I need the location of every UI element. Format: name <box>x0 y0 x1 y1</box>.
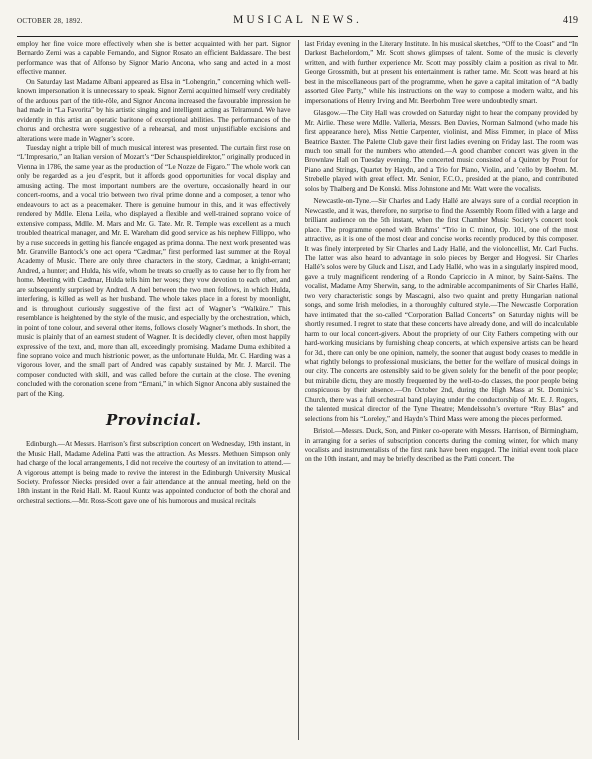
paragraph: Edinburgh.—At Messrs. Harrison’s first subscription concert on Wednesday, 19th instant, in the Music Hall, Madame Adelina Patti was the attraction. As Messrs. Methuen Simpson only had charge of the local arrangements, I did not receive the courtesy of an invitation to attend.—A vigorous attempt is being made to revive the interest in the Edinburgh University Musical Society. Professor Niecks presided over a fair attendance at the annual meeting, held on the 18th instant in the Reid Hall. M. Raoul Kuntz was appointed conductor of both the choral and orchestral sections.—Mr. Ross-Scott gave one of his humorous and musical recitals <box>17 440 291 505</box>
issue-date: OCTOBER 28, 1892. <box>17 17 83 25</box>
masthead <box>17 14 578 34</box>
section-heading-text: Provincial. <box>106 411 202 430</box>
paragraph: Bristol.—Messrs. Duck, Son, and Pinker co-operate with Messrs. Harrison, of Birmingham, in arranging for a series of subscription concerts during the coming winter, for which many vocalists and instrumentalists of the first rank have been engaged. The initial event took place on the 10th instant, and may be briefly described as the Patti concert. The <box>304 427 578 464</box>
paragraph: On Saturday last Madame Albani appeared as Elsa in “Lohengrin,” concerning which well-known impersonation it is unnecessary to speak. Signor Zerni acquitted himself very creditably of the arduous part of the title-rôle, and Signor Ancona increased the favourable impression he had made in “La Favorita” by his artistic singing and intelligent acting as Telramund. We have evidently in this artist an operatic baritone of exceptional abilities. The performances of the chorus and orchestra were suggestive of a rehearsal, and most unjustifiable excisions and alterations were made in Wagner’s score. <box>17 77 291 143</box>
paragraph: last Friday evening in the Literary Institute. In his musical sketches, “Off to the Coast” and “In Darkest Bachelordom,” Mr. Scott shows glimpses of talent. Some of the music is cleverly written, and with further experience Mr. Scott may possibly claim a position as rival to Mr. George Grossmith, but at present his entertainment is rather tame. Mr. Scott was heard at his best in the miscellaneous part of the programme, when he gave a capital imitation of “A badly assorted Glee Party,” while his instructions on the way to compose a modern waltz, and his impersonations of Henry Irving and Mr. Beerbohm Tree were undoubtedly smart. <box>304 40 578 105</box>
page-number: 419 <box>563 15 578 26</box>
header-rule <box>17 36 578 37</box>
right-column <box>305 40 579 740</box>
section-heading <box>17 411 291 430</box>
paragraph: Glasgow.—The City Hall was crowded on Saturday night to hear the company provided by Mr. Airlie. These were Mdlle. Valleria, Messrs. Ben Davies, Norman Salmond (who made his first appearance here), Miss Nettie Carpenter, violinist, and Miss Fimmer, in place of Miss Beatrice Baxter. The Palette Club gave their first ladies evening on Friday last. The room was much too small for the numbers who attended.—A good chamber concert was given in the Brownlaw Hall on Tuesday evening. The concerted music consisted of a Quintet by Prout for Piano and Strings, Quartet by Haydn, and a Trio for Piano, Violin, and ’cello by Boehm. M. Strebelle played with great effect. Mr. Senior, F.C.O., presided at the piano, and contributed solos by Thalberg and De Konski. Miss Johnstone and Mr. Watt were the vocalists. <box>304 109 578 193</box>
paragraph: Newcastle-on-Tyne.—Sir Charles and Lady Hallé are always sure of a cordial reception in Newcastle, and it was, therefore, no surprise to find the Assembly Room filled with a large and brilliant audience on the 5th instant, when the first Chamber Music Society’s concert took place. The programme opened with Brahms’ “Trio in C minor, Op. 101, one of the most attractive, as it is one of the most clear and concise works recently produced by this composer. It was finely interpreted by Sir Charles and Lady Hallé, and the violoncellist, Mr. Carl Fuchs. The latter was also heard to advantage in solo pieces by Berger and Hogyesi. Sir Charles Hallé’s solos were by Gluck and Liszt, and Lady Hallé, who was in a singularly inspired mood, gave a truly magnificent rendering of a Rondo Capriccio in A minor, by Saint-Saëns. The vocalist, Madame Amy Sherwin, sang, to the admirable accompaniments of Sir Charles Hallé, two very characteristic songs by Mascagni, also two quaint and pretty Hungarian national songs, and some Irish melodies, in a thoroughly cultured style.—The Newcastle Corporation have intimated that the so-called “Corporation Ballad Concerts” on Saturday nights will be shortly resumed. I regret to state that these concerts have already done, and will do incalculable harm to our local concert-givers. About the propriety of our City Fathers competing with our hard-working musicians by furnishing cheap concerts, at which expensive artists can be heard for 3d., there can only be one opinion, namely, the sooner that august body ceases to meddle in what rightly belongs to professional musicians, the better for the welfare of musical doings in our city. The concerts are ostensibly said to be given solely for the benefit of the poor people; but mirabile dictu, they are mostly frequented by the well-to-do classes, the poor people being conspicuous by their absence.—On October 2nd, during the High Mass at St. Dominic’s Church, there was a full orchestral band playing under the conductorship of Mr. E. J. Rogers, the talented musical director of the Tyne Theatre; Mendelssohn’s overture “Ruy Blas” and selections from his “Loreley,” and Haydn’s Third Mass were among the pieces performed. <box>304 197 578 423</box>
left-column <box>17 40 291 740</box>
paragraph: Tuesday night a triple bill of much musical interest was presented. The curtain first rose on “L’Impresario,” an Italian version of Mozart’s “Der Schauspieldirektor,” originally produced in Vienna in 1786, the same year as the production of “Le Nozze de Figaro.” The whole work can only be regarded as a jeu d’esprit, but it affords good opportunities for vocal display and amusing acting. The most important numbers are the overture, occasionally heard in our concert-rooms, and a vocal trio between two rival prime donne and a composer, a tenor who endeavours to act as a peacemaker. There is genuine humour in this, and it was effectively rendered by Mdlle. Elena Leila, who displayed a flexible and well-trained soprano voice of extensive compass, Mdlle. M. Mars and Mr. G. Tate. Mr. R. Temple was excellent as a much troubled theatrical manager, and Mr. E. Wareham did good service as his nephew Fillippo, who by a ruse succeeds in getting his fiancée engaged as prima donna. The next work presented was Mr. Granville Bantock’s one act opera “Cædmar,” first performed last summer at the Royal Academy of Music. There are only three characters in the story, Cædmar, a knight-errant; Andred, a hunter; and Hulda, his wife, whom he treats so cruelly as to cause her to fly from her home. Meeting with Cædmar, Hulda tells him her woes; they vow devotion to each other, and are subsequently surprised by Andred. A duel between the two men follows, in which Hulda, interfering, is killed as well as her husband. The whole takes place in a forest by moonlight, and is throughout curiously suggestive of the first act of Wagner’s “Walküre.” This resemblance is heightened by the style of the music, and especially by the orchestration, which, in point of tone colour, and several other items, follows closely Wagner’s methods. In short, the music is plainly that of an earnest student of Wagner. It is decidedly clever, often most happily expressive of the text, and, more than all, exceedingly promising. Madame Duma exhibited a fine soprano voice and much histrionic power, as the unfortunate Hulda, Mr. C. Harding was a vigorous lover, and the small part of Andred was capably sustained by Mr. J. Marcil. The composer conducted with skill, and was called before the curtain at the close. The evening concluded with the coronation scene from “Ernani,” in which Signor Ancona ably sustained the part of the King. <box>17 143 291 398</box>
article-columns <box>17 40 578 740</box>
column-divider <box>298 40 299 740</box>
publication-title: MUSICAL NEWS. <box>233 14 362 26</box>
paragraph: employ her fine voice more effectively when she is better acquainted with her part. Signor Bernardo Zerni was a capable Fernando, and Signor Rosato an efficient Baldassare. The best performance was that of Alfonso by Signor Mario Ancona, who sang and acted in a most effective manner. <box>17 40 291 77</box>
